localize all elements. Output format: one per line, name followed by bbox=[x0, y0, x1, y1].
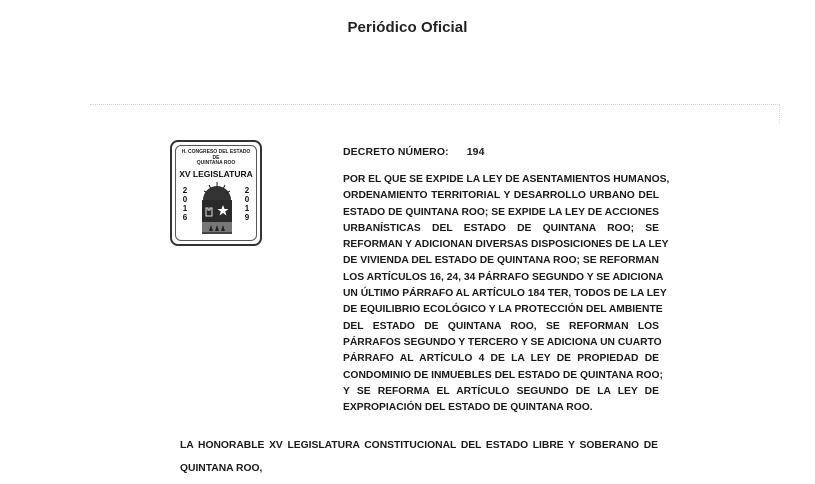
logo-text-legislature: XV LEGISLATURA bbox=[179, 169, 253, 179]
decree-line: REFORMAN Y ADICIONAN DIVERSAS DISPOSICIONES DE LA LEY bbox=[343, 239, 669, 251]
logo-text-de: DE bbox=[212, 155, 220, 161]
decree-line: Y SE REFORMA EL ARTÍCULO SEGUNDO DE LA LEY DE bbox=[343, 385, 659, 397]
preamble-line: LA HONORABLE XV LEGISLATURA CONSTITUCIONAL DEL ESTADO LIBRE Y SOBERANO DE bbox=[180, 440, 658, 451]
decree-line: ESTADO DE QUINTANA ROO; SE EXPIDE LA LEY DE ACCIONES bbox=[343, 206, 659, 218]
scan-border-line bbox=[90, 104, 780, 105]
logo-year-end: 2 0 1 9 bbox=[244, 186, 250, 222]
scan-border-edge bbox=[779, 104, 780, 124]
decree-number-value: 194 bbox=[466, 146, 485, 158]
decree-line: CONDOMINIO DE INMUEBLES DEL ESTADO DE QUINTANA ROO; bbox=[343, 369, 663, 381]
decree-line: PÁRRAFO AL ARTÍCULO 4 DE LA LEY DE PROPIEDAD DE bbox=[343, 353, 659, 365]
decree-line: DEL ESTADO DE QUINTANA ROO, SE REFORMAN LOS bbox=[343, 320, 659, 332]
logo-year-start: 2 0 1 6 bbox=[182, 186, 188, 222]
logo-text-state: QUINTANA ROO bbox=[196, 160, 236, 166]
congress-logo bbox=[170, 140, 262, 246]
decree-line: DE EQUILIBRIO ECOLÓGICO Y LA PROTECCIÓN DEL AMBIENTE bbox=[343, 304, 663, 316]
decree-number-label: DECRETO NÚMERO: bbox=[343, 146, 449, 158]
decree-line: PÁRRAFOS SEGUNDO Y TERCERO Y SE ADICIONA UN CUARTO bbox=[343, 336, 662, 348]
decree-line: URBANÍSTICAS DEL ESTADO DE QUINTANA ROO; SE bbox=[343, 222, 659, 234]
page-title: Periódico Oficial bbox=[347, 19, 468, 36]
decree-line: LOS ARTÍCULOS 16, 24, 34 PÁRRAFO SEGUNDO Y SE ADICIONA bbox=[343, 271, 664, 283]
logo-text-congress: H. CONGRESO DEL ESTADO bbox=[181, 149, 251, 155]
decree-line: DE VIVIENDA DEL ESTADO DE QUINTANA ROO; SE REFORMAN bbox=[343, 255, 659, 267]
preamble bbox=[180, 434, 658, 480]
decree-line: UN ÚLTIMO PÁRRAFO AL ARTÍCULO 184 TER, TODOS DE LA LEY bbox=[343, 288, 667, 300]
decree-line: ORDENAMIENTO TERRITORIAL Y DESARROLLO URBANO DEL bbox=[343, 190, 659, 202]
preamble-line: QUINTANA ROO, bbox=[180, 463, 263, 474]
decree-line: POR EL QUE SE EXPIDE LA LEY DE ASENTAMIENTOS HUMANOS, bbox=[343, 174, 670, 185]
decree-number bbox=[343, 146, 485, 158]
decree-summary bbox=[343, 172, 670, 416]
coat-of-arms-icon bbox=[201, 178, 233, 236]
decree-line: EXPROPIACIÓN DEL ESTADO DE QUINTANA ROO. bbox=[343, 402, 593, 414]
